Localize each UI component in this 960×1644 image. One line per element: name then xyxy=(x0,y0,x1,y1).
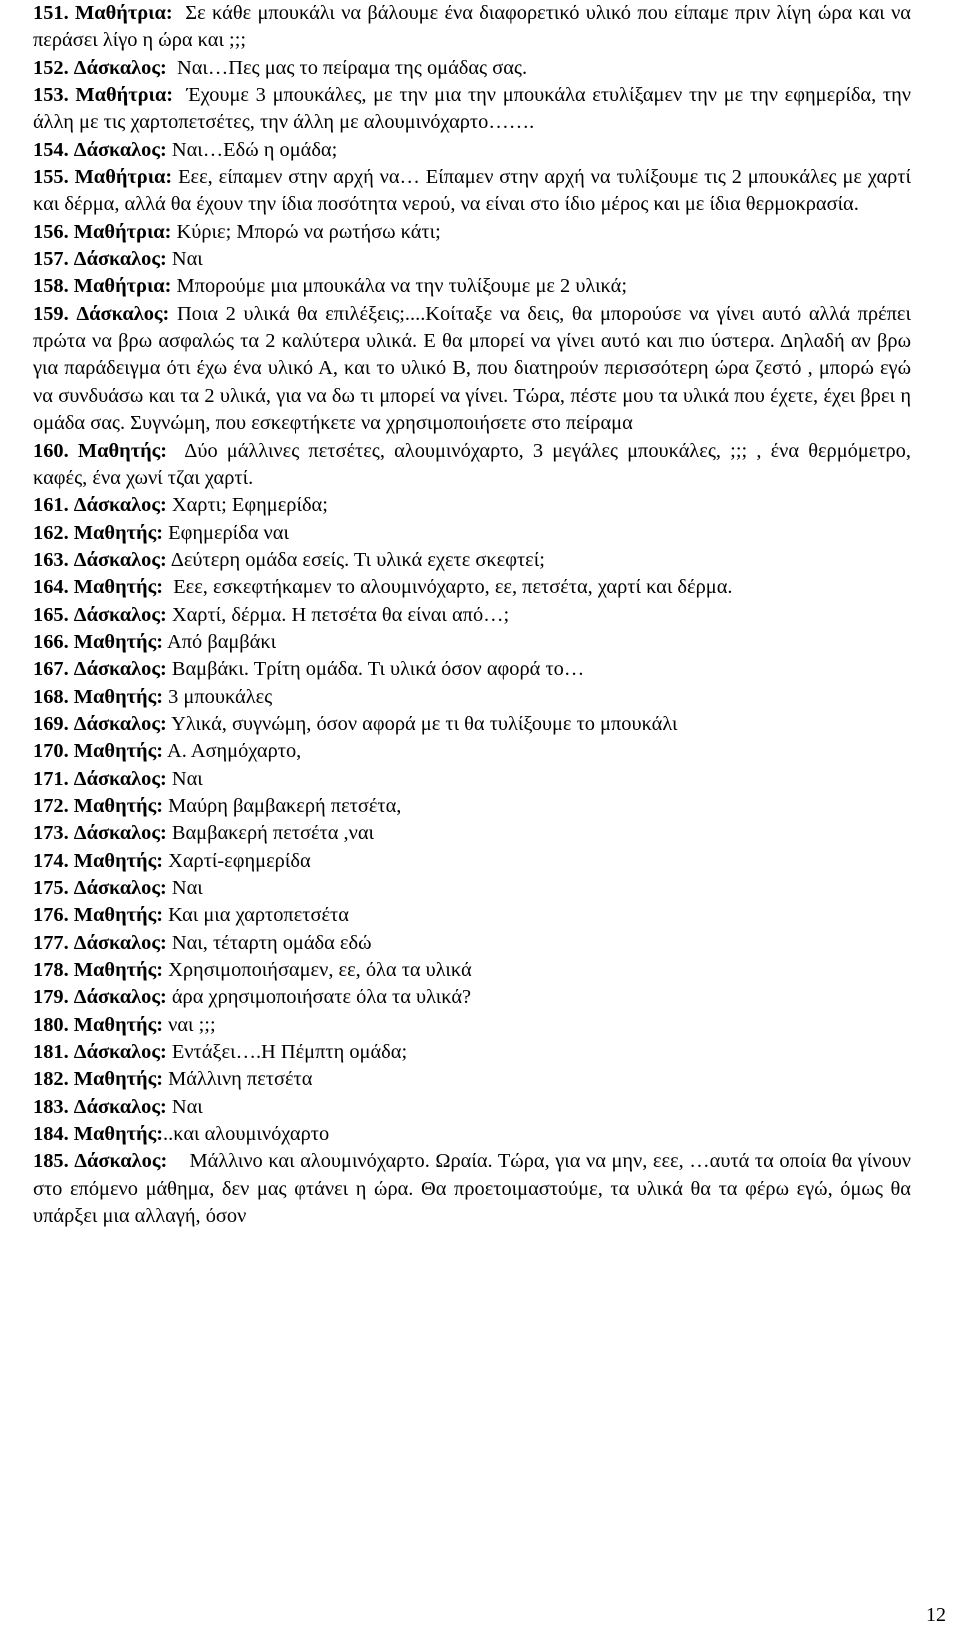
line-number: 174. xyxy=(33,849,69,872)
line-number: 171. xyxy=(33,767,69,790)
utterance-text: Μάλλινο και αλουμινόχαρτο. Ωραία. Τώρα, για να μην, εεε, …αυτά τα οποία θα γίνουν στο επόμενο μάθημα, δεν μας φτάνει η ώρα. Θα προετοιμαστούμε, τα υλικά θα τα φέρω εγώ, όμως θα υπάρξει μια αλλαγή, όσον xyxy=(33,1150,917,1228)
line-number: 157. xyxy=(33,248,69,271)
speaker-label: Δάσκαλος: xyxy=(73,822,167,845)
speaker-label: Δάσκαλος: xyxy=(73,603,167,626)
line-number: 152. xyxy=(33,56,69,79)
speaker-label: Μαθητής: xyxy=(73,740,164,763)
utterance-text: Κύριε; Μπορώ να ρωτήσω κάτι; xyxy=(171,220,441,243)
transcript-entry xyxy=(33,766,911,793)
transcript-entry xyxy=(33,684,911,711)
utterance-text: ναι ;;; xyxy=(163,1013,216,1036)
transcript-entry xyxy=(33,164,917,219)
utterance-text: Δεύτερη ομάδα εσείς. Τι υλικά εχετε σκεφτεί; xyxy=(166,548,545,571)
utterance-text: Δύο μάλλινες πετσέτες, αλουμινόχαρτο, 3 μεγάλες μπουκάλες, ;;; , ένα θερμόμετρο, καφές, ένα χωνί τζαι χαρτί. xyxy=(33,439,917,489)
line-number: 184. xyxy=(33,1123,69,1146)
speaker-label: Μαθήτρια: xyxy=(73,275,172,298)
speaker-label: Δάσκαλος: xyxy=(73,986,167,1009)
line-number: 181. xyxy=(33,1041,69,1064)
speaker-label: Δάσκαλος: xyxy=(73,767,167,790)
utterance-text: Σε κάθε μπουκάλι να βάλουμε ένα διαφορετικό υλικό που είπαμε πριν λίγη ώρα και να περάσει λίγο η ώρα και ;;; xyxy=(33,2,917,52)
transcript-entry xyxy=(33,711,911,738)
transcript-entry xyxy=(33,738,911,765)
line-number: 164. xyxy=(33,576,69,599)
transcript-entry xyxy=(33,219,911,246)
line-number: 161. xyxy=(33,494,69,517)
utterance-text: Ναι…Πες μας το πείραμα της ομάδας σας. xyxy=(166,56,528,79)
line-number: 168. xyxy=(33,685,69,708)
speaker-label: Μαθήτρια: xyxy=(75,84,174,107)
line-number: 173. xyxy=(33,822,69,845)
utterance-text: Ναι xyxy=(166,1095,203,1118)
transcript-entry xyxy=(33,547,911,574)
utterance-text: Χαρτί, δέρμα. Η πετσέτα θα είναι από…; xyxy=(166,603,510,626)
speaker-label: Δάσκαλος: xyxy=(73,877,167,899)
speaker-label: Δάσκαλος: xyxy=(73,248,167,271)
line-number: 165. xyxy=(33,603,69,626)
speaker-label: Δάσκαλος: xyxy=(73,1095,167,1118)
transcript-entry xyxy=(33,629,911,656)
utterance-text: ..και αλουμινόχαρτο xyxy=(163,1123,330,1146)
line-number: 155. xyxy=(33,166,69,189)
utterance-text: άρα χρησιμοποιήσατε όλα τα υλικά? xyxy=(166,986,472,1009)
line-number: 182. xyxy=(33,1068,69,1091)
utterance-text: Μπορούμε μια μπουκάλα να την τυλίξουμε με 2 υλικά; xyxy=(171,275,627,298)
transcript-entry xyxy=(33,602,911,629)
line-number: 163. xyxy=(33,548,69,571)
speaker-label: Μαθητής: xyxy=(73,685,164,708)
line-number: 170. xyxy=(33,740,69,763)
line-number: 177. xyxy=(33,931,69,954)
transcript-entry xyxy=(33,820,911,847)
transcript-entry xyxy=(33,957,911,984)
speaker-label: Μαθητής: xyxy=(73,904,164,927)
transcript-entry xyxy=(33,984,911,1011)
line-number: 175. xyxy=(33,877,69,899)
utterance-text: Μάλλινη πετσέτα xyxy=(163,1068,313,1091)
transcript-entry xyxy=(33,574,911,601)
transcript-entry xyxy=(33,1121,911,1148)
transcript-entry xyxy=(33,301,917,438)
line-number: 179. xyxy=(33,986,69,1009)
line-number: 153. xyxy=(33,84,69,107)
utterance-text: Ποια 2 υλικά θα επιλέξεις;....Κοίταξε να δεις, θα μπορούσε να γίνει αυτό αλλά πρέπει πρώτα να βρω ασφαλώς τα 2 καλύτερα υλικά. Ε θα μπορεί να γίνει αυτό και πιο ύστερα. Δηλαδή αν βρω για παράδειγμα ότι έχω ένα υλικό Α, και το υλικό Β, που διατηρούν περισσότερη ώρα ζεστό , μπορώ εγώ να συνδυάσω και τα 2 υλικά, για να δω τι μπορεί να γίνει. Τώρα, πέστε μου τα υλικά που έχετε, έχει βρει η ομάδα σας. Συγνώμη, που εσκεφτήκετε να χρησιμοποιήσετε στο πείραμα xyxy=(33,302,917,435)
line-number: 160. xyxy=(33,439,69,462)
utterance-text: Εφημερίδα ναι xyxy=(163,521,289,544)
utterance-text: Μαύρη βαμβακερή πετσέτα, xyxy=(163,794,402,817)
line-number: 176. xyxy=(33,904,69,927)
transcript-entry xyxy=(33,520,911,547)
transcript-entry xyxy=(33,1094,911,1121)
transcript xyxy=(33,0,917,1230)
utterance-text: Εεε, εσκεφτήκαμεν το αλουμινόχαρτο, εε, πετσέτα, χαρτί και δέρμα. xyxy=(163,576,733,599)
utterance-text: Βαμβακερή πετσέτα ,ναι xyxy=(166,822,374,845)
transcript-entry xyxy=(33,1039,911,1066)
speaker-label: Δάσκαλος: xyxy=(73,56,167,79)
speaker-label: Μαθητής: xyxy=(77,439,168,462)
line-number: 154. xyxy=(33,138,69,161)
transcript-entry xyxy=(33,848,911,875)
line-number: 169. xyxy=(33,712,69,735)
transcript-entry xyxy=(33,656,911,683)
transcript-entry xyxy=(33,793,911,820)
transcript-entry xyxy=(33,0,917,55)
speaker-label: Μαθητής: xyxy=(73,521,164,544)
speaker-label: Δάσκαλος: xyxy=(73,494,167,517)
line-number: 183. xyxy=(33,1095,69,1118)
transcript-entry xyxy=(33,55,911,82)
utterance-text: Βαμβάκι. Τρίτη ομάδα. Τι υλικά όσον αφορά το… xyxy=(166,658,585,681)
utterance-text: Εντάξει….Η Πέμπτη ομάδα; xyxy=(166,1041,408,1064)
utterance-text: Εεε, είπαμεν στην αρχή να… Είπαμεν στην αρχή να τυλίξουμε τις 2 μπουκάλες με χαρτί και δέρμα, αλλά θα έχουν την ίδια ποσότητα νερού, να είναι στο ίδιο μέρος και με ίδια θερμοκρασία. xyxy=(33,166,917,216)
utterance-text: Υλικά, συγνώμη, όσον αφορά με τι θα τυλίξουμε το μπουκάλι xyxy=(166,712,678,735)
utterance-text: Α. Ασημόχαρτο, xyxy=(163,740,302,763)
speaker-label: Μαθητής: xyxy=(73,849,164,872)
transcript-entry xyxy=(33,82,917,137)
speaker-label: Δάσκαλος: xyxy=(73,658,167,681)
utterance-text: Ναι…Εδώ η ομάδα; xyxy=(166,138,338,161)
speaker-label: Μαθητής: xyxy=(73,576,164,599)
transcript-entry xyxy=(33,438,917,493)
utterance-text: Ναι xyxy=(166,248,203,271)
transcript-entry xyxy=(33,273,911,300)
utterance-text: Χαρτί-εφημερίδα xyxy=(163,849,311,872)
utterance-text: Ναι, τέταρτη ομάδα εδώ xyxy=(166,931,372,954)
speaker-label: Δάσκαλος: xyxy=(74,1150,168,1173)
line-number: 167. xyxy=(33,658,69,681)
line-number: 172. xyxy=(33,794,69,817)
transcript-entry xyxy=(33,1066,911,1093)
transcript-entry xyxy=(33,137,911,164)
transcript-entry xyxy=(33,1012,911,1039)
line-number: 151. xyxy=(33,2,69,24)
transcript-entry xyxy=(33,1148,917,1230)
speaker-label: Μαθήτρια: xyxy=(75,2,173,24)
speaker-label: Δάσκαλος: xyxy=(73,931,167,954)
speaker-label: Μαθητής: xyxy=(73,794,164,817)
line-number: 158. xyxy=(33,275,69,298)
utterance-text: Ναι xyxy=(166,767,203,790)
speaker-label: Μαθητής: xyxy=(73,630,164,653)
utterance-text: Ναι xyxy=(166,877,203,899)
line-number: 180. xyxy=(33,1013,69,1036)
speaker-label: Μαθητής: xyxy=(73,1123,164,1146)
transcript-entry xyxy=(33,875,911,902)
line-number: 156. xyxy=(33,220,69,243)
utterance-text: Από βαμβάκι xyxy=(163,630,277,653)
speaker-label: Μαθητής: xyxy=(73,1013,164,1036)
transcript-entry xyxy=(33,902,911,929)
speaker-label: Δάσκαλος: xyxy=(73,138,167,161)
speaker-label: Μαθήτρια: xyxy=(73,220,172,243)
utterance-text: Έχουμε 3 μπουκάλες, με την μια την μπουκάλα ετυλίξαμεν την με την εφημερίδα, την άλλη με τις χαρτοπετσέτες, την άλλη με αλουμινόχαρτο……. xyxy=(33,84,917,134)
utterance-text: Χρησιμοποιήσαμεν, εε, όλα τα υλικά xyxy=(163,959,472,982)
speaker-label: Μαθήτρια: xyxy=(74,166,173,189)
speaker-label: Δάσκαλος: xyxy=(76,302,170,325)
speaker-label: Δάσκαλος: xyxy=(73,712,167,735)
line-number: 178. xyxy=(33,959,69,982)
transcript-entry xyxy=(33,930,911,957)
speaker-label: Μαθητής: xyxy=(73,1068,164,1091)
utterance-text: 3 μπουκάλες xyxy=(163,685,273,708)
utterance-text: Και μια χαρτοπετσέτα xyxy=(163,904,349,927)
page-number: 12 xyxy=(926,1604,946,1626)
transcript-entry xyxy=(33,492,911,519)
speaker-label: Μαθητής: xyxy=(73,959,164,982)
line-number: 166. xyxy=(33,630,69,653)
line-number: 162. xyxy=(33,521,69,544)
transcript-entry xyxy=(33,246,911,273)
line-number: 185. xyxy=(33,1150,69,1173)
speaker-label: Δάσκαλος: xyxy=(73,1041,167,1064)
utterance-text: Χαρτι; Εφημερίδα; xyxy=(166,494,328,517)
line-number: 159. xyxy=(33,302,69,325)
speaker-label: Δάσκαλος: xyxy=(73,548,167,571)
